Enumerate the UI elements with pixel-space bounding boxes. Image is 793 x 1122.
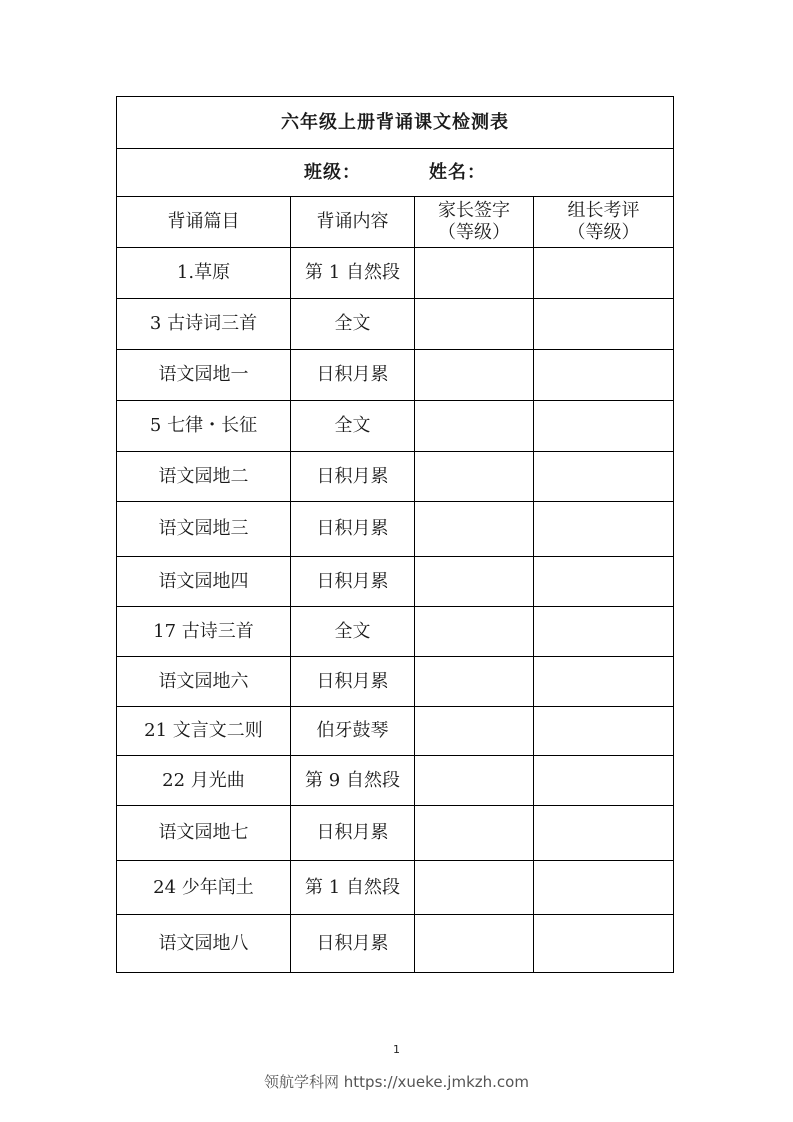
table-row xyxy=(117,557,674,607)
table-row xyxy=(117,350,674,401)
page-number: 1 xyxy=(393,1043,400,1056)
table-row xyxy=(117,299,674,350)
table-row xyxy=(117,452,674,502)
header-recite-content: 背诵内容 xyxy=(291,197,415,248)
table-row xyxy=(117,502,674,557)
recite-content-cell: 第 9 自然段 xyxy=(291,756,415,806)
recite-content-cell: 日积月累 xyxy=(291,557,415,607)
header-leader-review-line1: 组长考评 xyxy=(567,200,640,222)
recite-title-cell: 语文园地四 xyxy=(117,557,291,607)
recite-title-cell: 5 七律・长征 xyxy=(117,401,291,452)
recite-content-cell: 日积月累 xyxy=(291,350,415,401)
recite-title-cell: 语文园地八 xyxy=(117,915,291,973)
recite-content-cell: 全文 xyxy=(291,607,415,657)
recite-title-cell: 语文园地二 xyxy=(117,452,291,502)
recite-title-cell: 语文园地七 xyxy=(117,806,291,861)
parent-signature-cell xyxy=(415,707,534,756)
table-row xyxy=(117,248,674,299)
recite-title-cell: 21 文言文二则 xyxy=(117,707,291,756)
header-parent-signature-line1: 家长签字 xyxy=(438,200,510,222)
parent-signature-cell xyxy=(415,299,534,350)
leader-review-cell xyxy=(534,861,674,915)
leader-review-cell xyxy=(534,657,674,707)
recitation-table xyxy=(116,96,674,973)
parent-signature-cell xyxy=(415,557,534,607)
header-row xyxy=(117,197,674,248)
leader-review-cell xyxy=(534,557,674,607)
name-label: 姓名： xyxy=(429,161,486,183)
leader-review-cell xyxy=(534,607,674,657)
parent-signature-cell xyxy=(415,657,534,707)
recite-content-cell: 全文 xyxy=(291,299,415,350)
recite-content-cell: 日积月累 xyxy=(291,915,415,973)
table-row xyxy=(117,607,674,657)
leader-review-cell xyxy=(534,806,674,861)
leader-review-cell xyxy=(534,401,674,452)
leader-review-cell xyxy=(534,915,674,973)
parent-signature-cell xyxy=(415,452,534,502)
recitation-check-sheet xyxy=(116,96,673,973)
recite-title-cell: 3 古诗词三首 xyxy=(117,299,291,350)
header-leader-review-line2: （等级） xyxy=(567,222,640,243)
table-row xyxy=(117,401,674,452)
header-recite-title: 背诵篇目 xyxy=(117,197,291,248)
table-title: 六年级上册背诵课文检测表 xyxy=(117,97,674,149)
header-parent-signature xyxy=(415,197,534,248)
leader-review-cell xyxy=(534,756,674,806)
class-label: 班级： xyxy=(304,161,361,183)
leader-review-cell xyxy=(534,299,674,350)
recite-content-cell: 日积月累 xyxy=(291,502,415,557)
table-row xyxy=(117,806,674,861)
recite-title-cell: 24 少年闰土 xyxy=(117,861,291,915)
parent-signature-cell xyxy=(415,401,534,452)
leader-review-cell xyxy=(534,248,674,299)
leader-review-cell xyxy=(534,350,674,401)
recite-content-cell: 第 1 自然段 xyxy=(291,861,415,915)
parent-signature-cell xyxy=(415,607,534,657)
recite-title-cell: 语文园地一 xyxy=(117,350,291,401)
parent-signature-cell xyxy=(415,806,534,861)
leader-review-cell xyxy=(534,707,674,756)
recite-content-cell: 日积月累 xyxy=(291,657,415,707)
leader-review-cell xyxy=(534,452,674,502)
parent-signature-cell xyxy=(415,861,534,915)
table-row xyxy=(117,915,674,973)
recite-title-cell: 22 月光曲 xyxy=(117,756,291,806)
table-row xyxy=(117,861,674,915)
parent-signature-cell xyxy=(415,756,534,806)
header-leader-review xyxy=(534,197,674,248)
recite-title-cell: 17 古诗三首 xyxy=(117,607,291,657)
parent-signature-cell xyxy=(415,350,534,401)
parent-signature-cell xyxy=(415,915,534,973)
table-row xyxy=(117,707,674,756)
header-parent-signature-line2: （等级） xyxy=(438,222,510,243)
title-row xyxy=(117,97,674,149)
recite-content-cell: 第 1 自然段 xyxy=(291,248,415,299)
recite-title-cell: 语文园地六 xyxy=(117,657,291,707)
recite-content-cell: 日积月累 xyxy=(291,806,415,861)
table-row xyxy=(117,657,674,707)
class-name-row xyxy=(117,149,674,197)
recite-title-cell: 1.草原 xyxy=(117,248,291,299)
leader-review-cell xyxy=(534,502,674,557)
class-name-line xyxy=(117,149,674,197)
parent-signature-cell xyxy=(415,248,534,299)
parent-signature-cell xyxy=(415,502,534,557)
recite-content-cell: 伯牙鼓琴 xyxy=(291,707,415,756)
footer-watermark: 领航学科网 https://xueke.jmkzh.com xyxy=(264,1073,529,1091)
recite-title-cell: 语文园地三 xyxy=(117,502,291,557)
recite-content-cell: 全文 xyxy=(291,401,415,452)
recite-content-cell: 日积月累 xyxy=(291,452,415,502)
table-row xyxy=(117,756,674,806)
